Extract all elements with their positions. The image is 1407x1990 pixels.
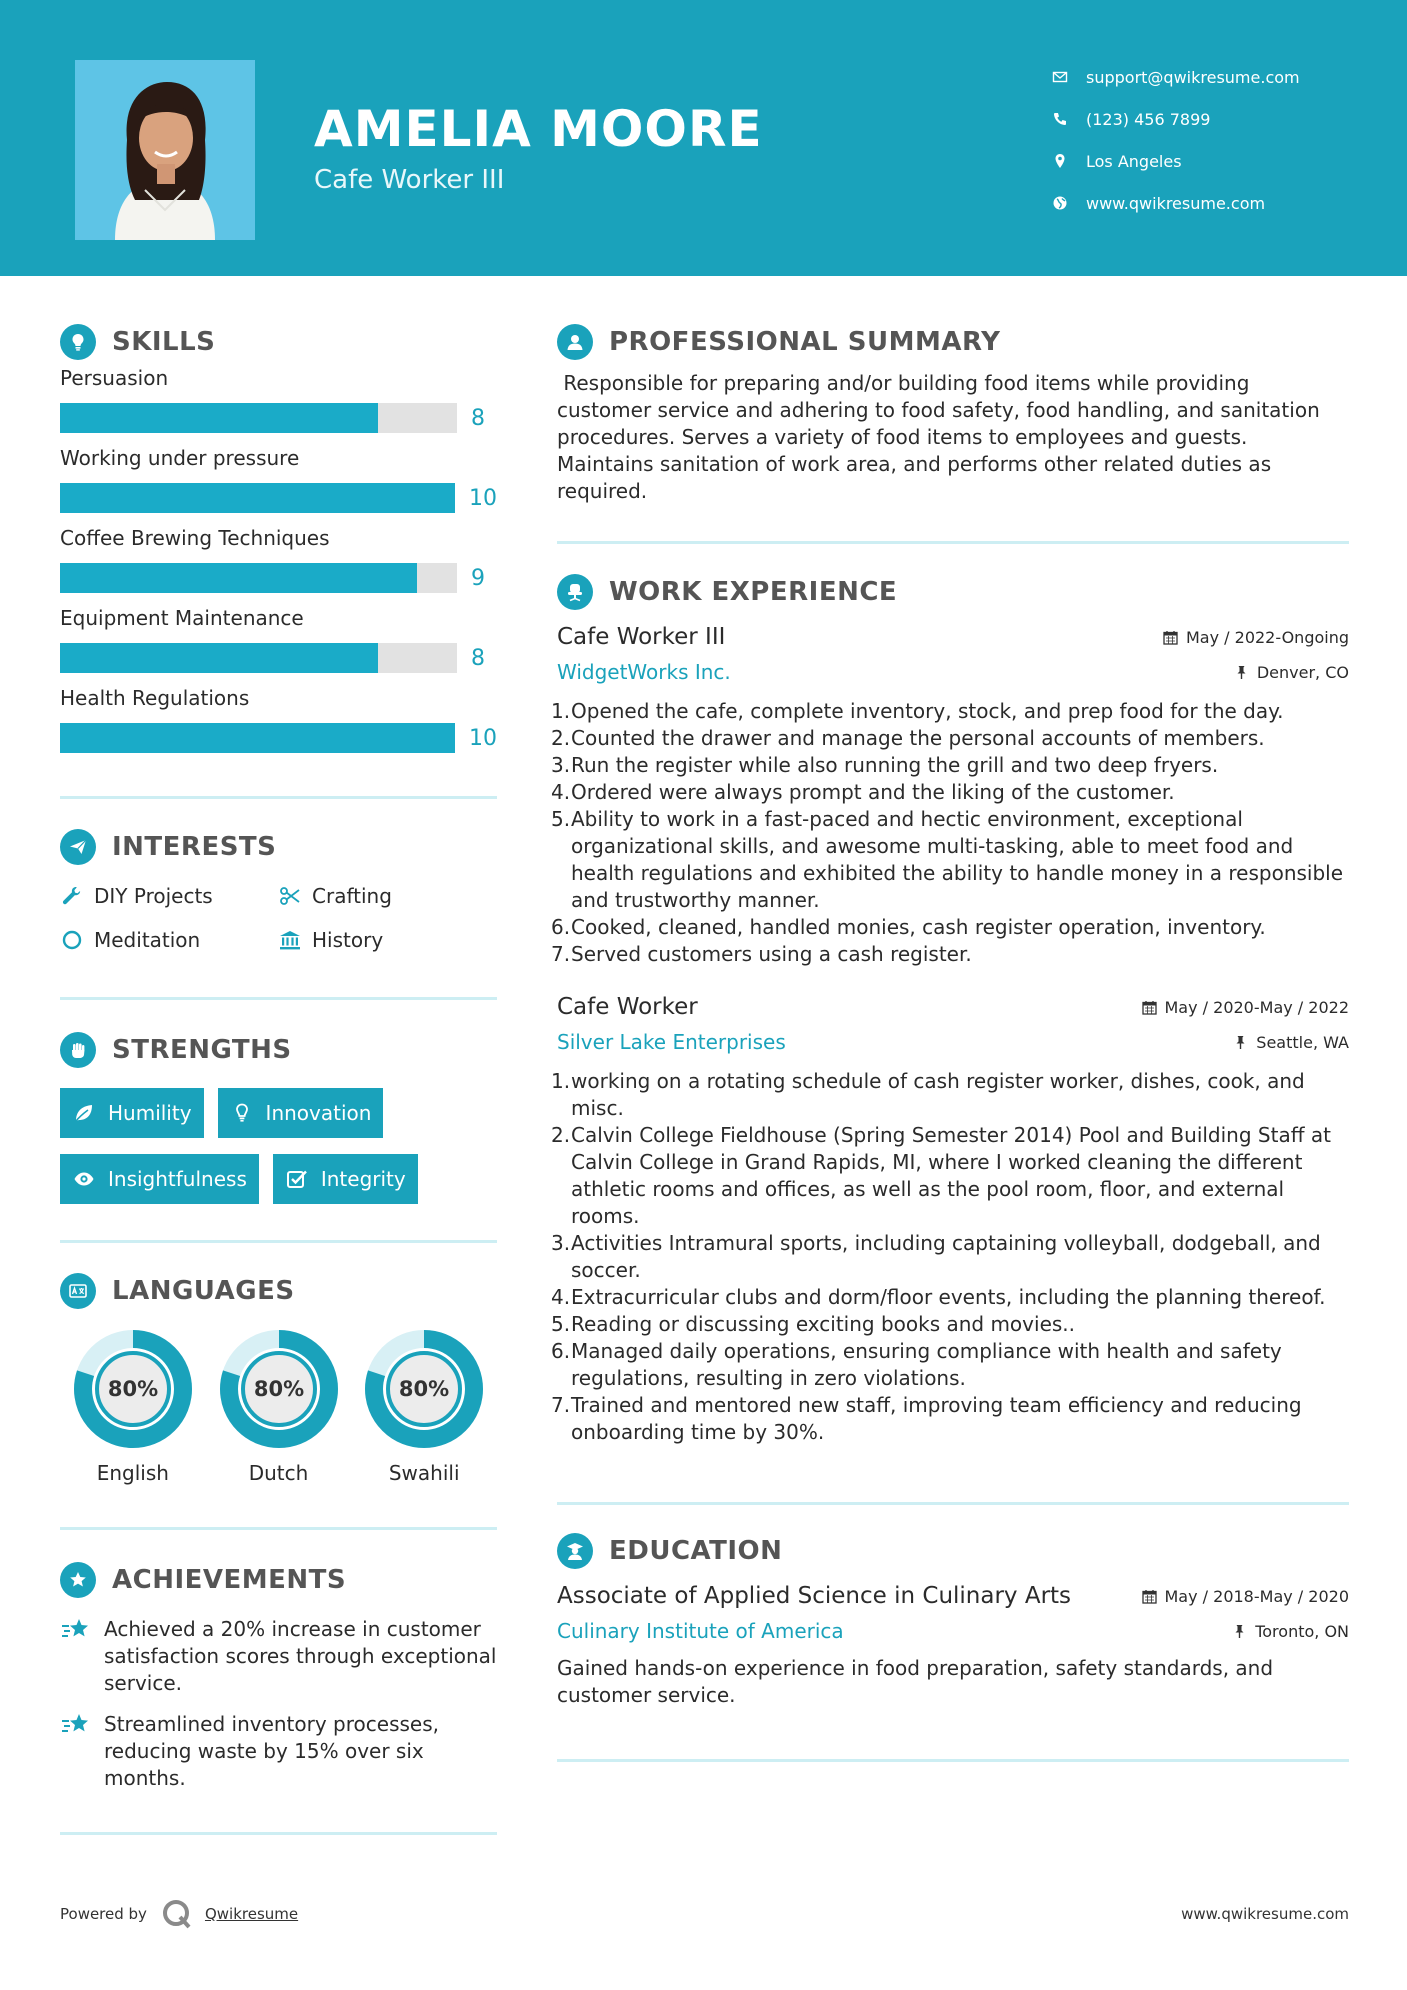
school-name: Culinary Institute of America — [557, 1619, 844, 1643]
list-item-text: Trained and mentored new staff, improving team efficiency and reducing onboarding time by 30%. — [571, 1393, 1302, 1444]
contact-website-text: www.qwikresume.com — [1086, 193, 1266, 213]
eye-icon — [72, 1167, 96, 1191]
list-item: 5. Reading or discussing exciting books and movies.. — [551, 1312, 1076, 1336]
job-location-text: Denver, CO — [1256, 662, 1349, 682]
list-item-text: Ordered were always prompt and the liking of the customer. — [571, 780, 1175, 804]
strengths-title: STRENGTHS — [112, 1035, 292, 1065]
languages-title: LANGUAGES — [112, 1276, 295, 1306]
skills-title: SKILLS — [112, 327, 216, 357]
right-column — [551, 276, 1349, 1762]
experience-section — [551, 572, 1349, 1446]
strength-tag — [60, 1154, 259, 1204]
skill-value: 10 — [469, 725, 497, 751]
pushpin-icon — [1232, 1624, 1247, 1639]
job-responsibilities — [551, 698, 1349, 968]
paper-plane-icon — [60, 829, 96, 865]
interests-title: INTERESTS — [112, 832, 277, 862]
summary-title: PROFESSIONAL SUMMARY — [609, 327, 1001, 357]
shooting-star-icon — [60, 1616, 92, 1644]
job-dates-text: May / 2022-Ongoing — [1186, 627, 1349, 647]
powered-by-label: Powered by — [60, 1905, 147, 1923]
job-entry — [551, 624, 1349, 968]
skill-item — [60, 606, 497, 674]
interest-item — [278, 883, 497, 909]
section-divider — [557, 1502, 1349, 1505]
language-item — [351, 1329, 497, 1485]
interests-section — [60, 827, 497, 953]
language-item — [60, 1329, 206, 1485]
job-location — [1233, 1033, 1349, 1052]
list-item-text: Opened the cafe, complete inventory, stock, and prep food for the day. — [571, 699, 1284, 723]
skill-bar-fill — [60, 403, 378, 433]
language-name: English — [96, 1461, 169, 1485]
education-title: EDUCATION — [609, 1536, 783, 1566]
languages-section — [60, 1271, 497, 1485]
list-item: 1. working on a rotating schedule of cash register worker, dishes, cook, and misc. — [557, 1068, 1349, 1122]
job-responsibilities — [551, 1068, 1349, 1446]
list-item: 1. Opened the cafe, complete inventory, stock, and prep food for the day. — [551, 699, 1284, 723]
job-subheader — [557, 1030, 1349, 1054]
education-dates-text: May / 2018-May / 2020 — [1164, 1586, 1349, 1606]
skill-name: Health Regulations — [60, 686, 250, 710]
achievements-title: ACHIEVEMENTS — [112, 1565, 347, 1595]
skill-item — [60, 446, 497, 514]
left-column — [60, 276, 497, 1835]
achievement-item — [60, 1616, 497, 1697]
list-item-text: Run the register while also running the grill and two deep fryers. — [571, 753, 1219, 777]
experience-heading — [557, 572, 1349, 612]
job-entry — [551, 994, 1349, 1446]
interest-label: Crafting — [312, 884, 392, 908]
interest-item — [60, 927, 278, 953]
strengths-heading — [60, 1030, 497, 1070]
language-item — [206, 1329, 352, 1485]
section-divider — [60, 1832, 497, 1835]
list-item-text: Activities Intramural sports, including captaining volleyball, dodgeball, and soccer. — [571, 1231, 1321, 1282]
footer-url[interactable]: www.qwikresume.com — [1181, 1905, 1349, 1923]
job-dates — [1142, 998, 1350, 1017]
section-divider — [60, 1240, 497, 1243]
skill-bar — [60, 563, 457, 593]
portrait-image — [75, 60, 255, 240]
lightbulb-icon — [230, 1101, 254, 1125]
list-item-text: working on a rotating schedule of cash register worker, dishes, cook, and misc. — [571, 1069, 1305, 1120]
achievements-heading — [60, 1560, 497, 1600]
contact-list — [1050, 56, 1300, 224]
list-item-text: Ability to work in a fast-paced and hectic environment, exceptional organizational skills, and awesome multi-tasking, able to meet food and health regulations and exhibited the ability to handle money in a responsible and trustworthy manner. — [571, 807, 1344, 912]
achievement-item — [60, 1711, 497, 1792]
language-percent: 80% — [253, 1377, 304, 1401]
interest-label: Meditation — [94, 928, 201, 952]
list-item: 2. Calvin College Fieldhouse (Spring Semester 2014) Pool and Building Staff at Calvin College in Grand Rapids, MI, where I worked cleaning the different athletic rooms and offices, as well as the pool room, floor, and external rooms. — [557, 1122, 1349, 1230]
skill-name: Persuasion — [60, 366, 169, 390]
education-description: Gained hands-on experience in food preparation, safety standards, and customer service. — [557, 1656, 1274, 1707]
education-heading — [557, 1531, 1349, 1571]
list-item: 7. Trained and mentored new staff, improving team efficiency and reducing onboarding time by 30%. — [557, 1392, 1349, 1446]
strength-label: Insightfulness — [108, 1167, 247, 1191]
contact-location — [1050, 140, 1300, 182]
section-divider — [60, 1527, 497, 1530]
checkbox-icon — [285, 1167, 309, 1191]
language-name: Swahili — [388, 1461, 460, 1485]
skill-bar — [60, 483, 455, 513]
achievement-text: Achieved a 20% increase in customer satisfaction scores through exceptional service. — [104, 1617, 497, 1695]
list-item: 3. Activities Intramural sports, including captaining volleyball, dodgeball, and soccer. — [557, 1230, 1349, 1284]
skill-value: 9 — [471, 565, 485, 591]
strengths-list — [60, 1088, 497, 1204]
pushpin-icon — [1233, 1035, 1248, 1050]
languages-list — [60, 1329, 497, 1485]
strength-tag — [60, 1088, 204, 1138]
contact-location-text: Los Angeles — [1086, 151, 1182, 171]
skill-item — [60, 366, 497, 434]
job-header — [557, 994, 1349, 1020]
strength-tag — [273, 1154, 418, 1204]
strength-label: Humility — [108, 1101, 192, 1125]
pushpin-icon — [1234, 665, 1249, 680]
contact-email[interactable] — [1050, 56, 1300, 98]
job-location-text: Seattle, WA — [1256, 1032, 1349, 1052]
skills-heading — [60, 322, 497, 362]
summary-heading — [557, 322, 1349, 362]
candidate-role: Cafe Worker III — [314, 165, 505, 195]
achievement-text: Streamlined inventory processes, reducing waste by 15% over six months. — [104, 1712, 439, 1790]
strength-label: Innovation — [265, 1101, 372, 1125]
contact-phone-text: (123) 456 7899 — [1086, 109, 1211, 129]
leaf-icon — [72, 1101, 96, 1125]
list-item: 2. Counted the drawer and manage the personal accounts of members. — [551, 726, 1265, 750]
list-item-text: Managed daily operations, ensuring compliance with health and safety regulations, resulting in zero violations. — [571, 1339, 1282, 1390]
skill-row — [60, 642, 497, 674]
education-location — [1232, 1622, 1349, 1641]
contact-phone[interactable] — [1050, 98, 1300, 140]
strengths-section — [60, 1030, 497, 1204]
skills-section — [60, 322, 497, 754]
degree-name: Associate of Applied Science in Culinary Arts — [557, 1583, 1072, 1609]
wrench-icon — [60, 884, 84, 908]
list-item: 6. Cooked, cleaned, handled monies, cash register operation, inventory. — [551, 915, 1266, 939]
interests-list — [60, 883, 497, 953]
language-percent: 80% — [107, 1377, 158, 1401]
education-header — [557, 1583, 1349, 1609]
circle-icon — [60, 928, 84, 952]
map-pin-icon — [1050, 151, 1070, 171]
education-subheader — [557, 1619, 1349, 1643]
contact-website[interactable] — [1050, 182, 1300, 224]
achievements-section — [60, 1560, 497, 1792]
qwikresume-logo-icon — [161, 1898, 193, 1930]
skill-name: Equipment Maintenance — [60, 606, 304, 630]
scissors-icon — [278, 884, 302, 908]
job-subheader — [557, 660, 1349, 684]
list-item: 6. Managed daily operations, ensuring compliance with health and safety regulations, resulting in zero violations. — [557, 1338, 1349, 1392]
office-chair-icon — [557, 574, 593, 610]
shooting-star-icon — [60, 1711, 92, 1739]
list-item: 4. Ordered were always prompt and the liking of the customer. — [551, 780, 1175, 804]
interests-heading — [60, 827, 497, 867]
section-divider — [557, 541, 1349, 544]
company-name: WidgetWorks Inc. — [557, 660, 731, 684]
job-location — [1234, 663, 1349, 682]
skill-value: 8 — [471, 645, 485, 671]
language-name: Dutch — [248, 1461, 309, 1485]
skill-row — [60, 722, 497, 754]
skill-bar-fill — [60, 483, 455, 513]
interest-label: History — [312, 928, 384, 952]
museum-icon — [278, 928, 302, 952]
list-item-text: Extracurricular clubs and dorm/floor events, including the planning thereof. — [571, 1285, 1326, 1309]
candidate-name: AMELIA MOORE — [314, 100, 763, 158]
company-name: Silver Lake Enterprises — [557, 1030, 786, 1054]
skill-bar — [60, 403, 457, 433]
section-divider — [557, 1759, 1349, 1762]
skill-bar-fill — [60, 723, 455, 753]
skill-bar-fill — [60, 643, 378, 673]
list-item-text: Cooked, cleaned, handled monies, cash register operation, inventory. — [571, 915, 1266, 939]
interest-item — [60, 883, 278, 909]
skill-bar — [60, 723, 455, 753]
skill-item — [60, 526, 497, 594]
star-badge-icon — [60, 1562, 96, 1598]
job-header — [557, 624, 1349, 650]
strength-label: Integrity — [320, 1167, 406, 1191]
section-divider — [60, 796, 497, 799]
skill-row — [60, 402, 497, 434]
qwikresume-link[interactable]: Qwikresume — [204, 1905, 299, 1923]
list-item-text: Reading or discussing exciting books and movies.. — [571, 1312, 1076, 1336]
translate-icon — [60, 1273, 96, 1309]
skill-name: Working under pressure — [60, 446, 300, 470]
education-location-text: Toronto, ON — [1255, 1621, 1349, 1641]
skill-bar — [60, 643, 457, 673]
profile-photo — [75, 60, 255, 240]
skill-bar-fill — [60, 563, 417, 593]
graduate-icon — [557, 1533, 593, 1569]
lightbulb-icon — [60, 324, 96, 360]
job-dates-text: May / 2020-May / 2022 — [1164, 997, 1349, 1017]
language-ring — [73, 1329, 193, 1449]
languages-heading — [60, 1271, 497, 1311]
summary-text: Responsible for preparing and/or building food items while providing customer service and adhering to food safety, food handling, and sanitation procedures. Serves a variety of food items to employees and guests. Maintains sanitation of work area, and performs other related duties as required. — [557, 371, 1327, 503]
calendar-icon — [1142, 1589, 1157, 1604]
section-divider — [60, 997, 497, 1000]
list-item: 7. Served customers using a cash register. — [551, 942, 972, 966]
interest-item — [278, 927, 497, 953]
skill-name: Coffee Brewing Techniques — [60, 526, 330, 550]
calendar-icon — [1163, 630, 1178, 645]
summary-section — [557, 322, 1349, 505]
job-dates — [1163, 628, 1349, 647]
list-item-text: Counted the drawer and manage the personal accounts of members. — [571, 726, 1265, 750]
skills-list — [60, 366, 497, 754]
fist-icon — [60, 1032, 96, 1068]
list-item: 5. Ability to work in a fast-paced and hectic environment, exceptional organizational skills, and awesome multi-tasking, able to meet food and health regulations and exhibited the ability to handle money in a responsible and trustworthy manner. — [557, 806, 1349, 914]
strength-tag — [218, 1088, 384, 1138]
education-dates — [1142, 1587, 1350, 1606]
skill-value: 8 — [471, 405, 485, 431]
envelope-icon — [1050, 67, 1070, 87]
interest-label: DIY Projects — [94, 884, 213, 908]
job-title: Cafe Worker III — [557, 624, 726, 650]
language-ring — [364, 1329, 484, 1449]
user-icon — [557, 324, 593, 360]
language-percent: 80% — [399, 1377, 450, 1401]
skill-row — [60, 562, 497, 594]
list-item: 3. Run the register while also running the grill and two deep fryers. — [551, 753, 1219, 777]
job-title: Cafe Worker — [557, 994, 698, 1020]
skill-item — [60, 686, 497, 754]
list-item-text: Calvin College Fieldhouse (Spring Semester 2014) Pool and Building Staff at Calvin College in Grand Rapids, MI, where I worked cleaning the different athletic rooms and offices, as well as the pool room, floor, and external rooms. — [571, 1123, 1331, 1228]
globe-icon — [1050, 193, 1070, 213]
contact-email-text: support@qwikresume.com — [1086, 67, 1300, 87]
skill-value: 10 — [469, 485, 497, 511]
skill-row — [60, 482, 497, 514]
footer-powered-by — [60, 1898, 298, 1930]
education-section — [557, 1531, 1349, 1709]
calendar-icon — [1142, 1000, 1157, 1015]
resume-header — [0, 0, 1407, 276]
list-item: 4. Extracurricular clubs and dorm/floor events, including the planning thereof. — [551, 1285, 1326, 1309]
phone-icon — [1050, 109, 1070, 129]
experience-title: WORK EXPERIENCE — [609, 577, 898, 607]
language-ring — [219, 1329, 339, 1449]
list-item-text: Served customers using a cash register. — [571, 942, 972, 966]
